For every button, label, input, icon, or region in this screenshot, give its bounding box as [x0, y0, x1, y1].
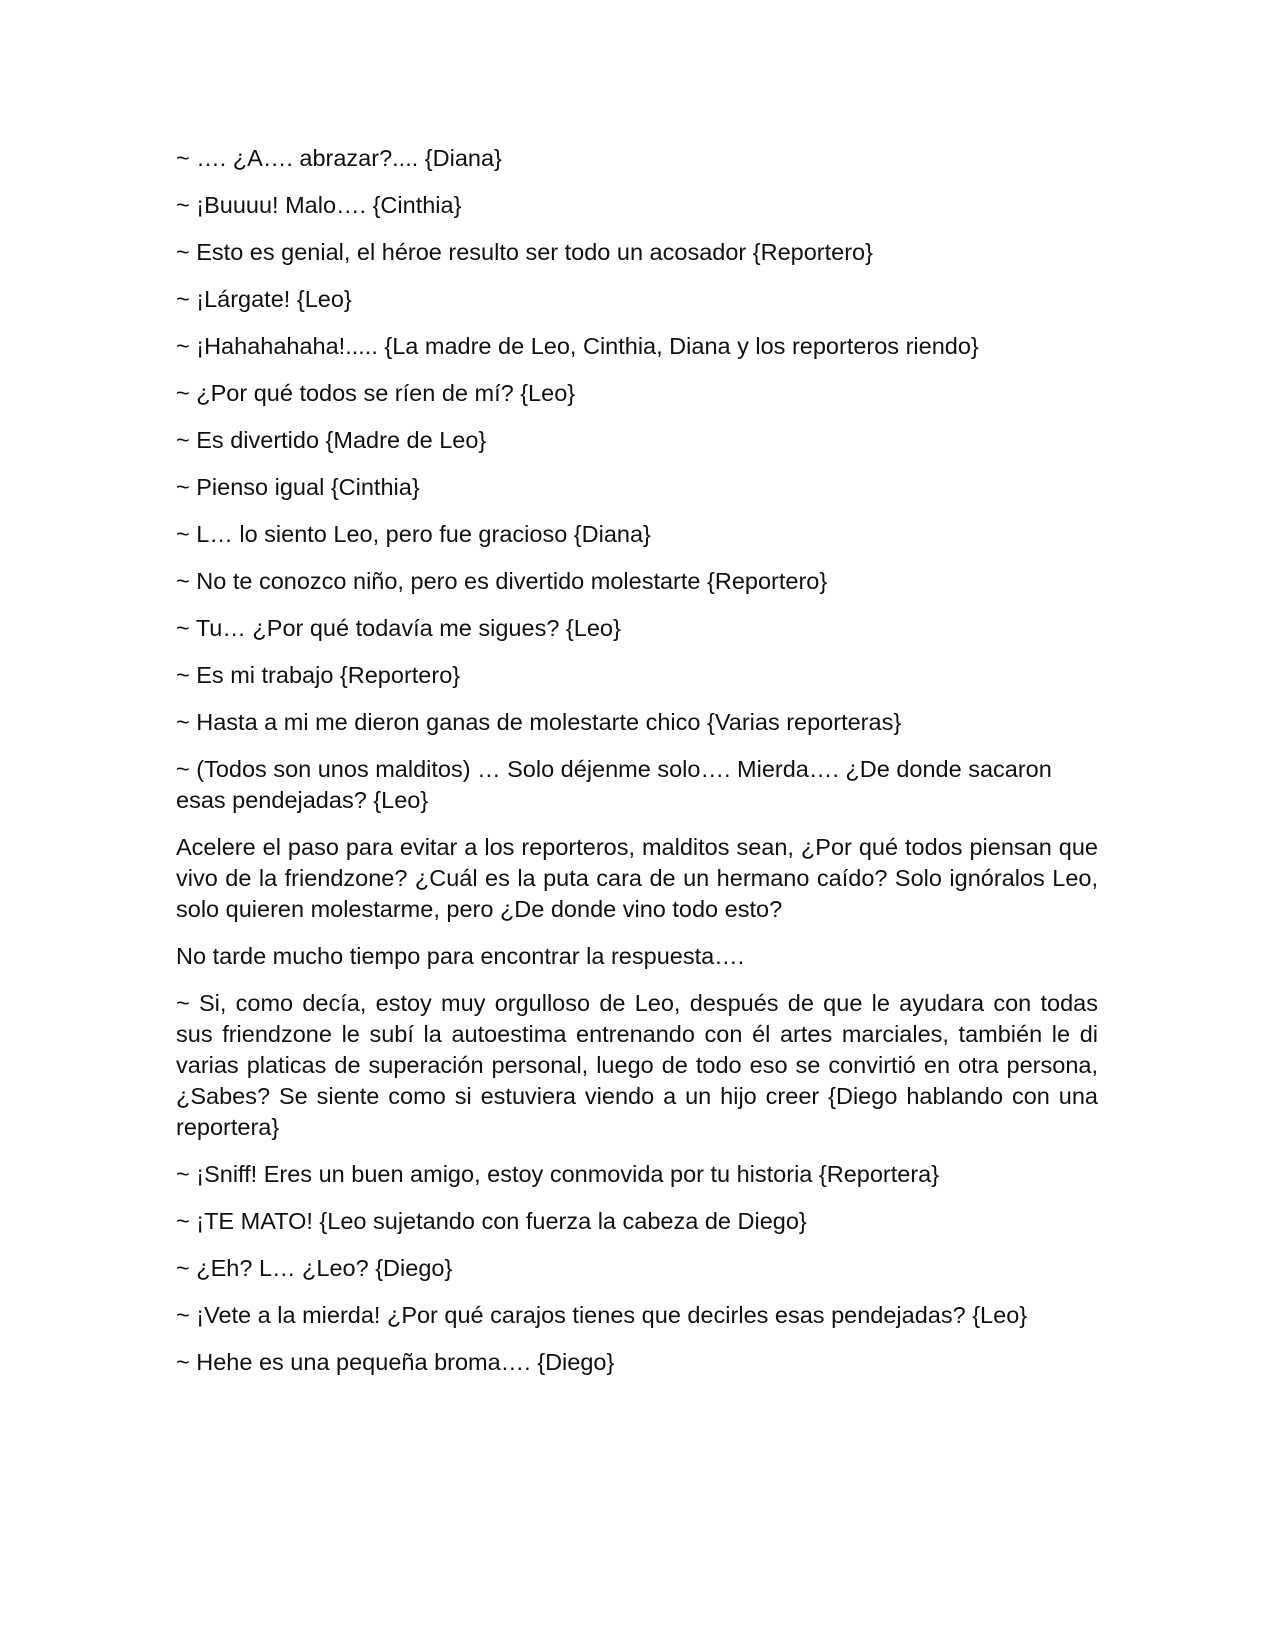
dialogue-line: ~ ¿Por qué todos se ríen de mí? {Leo}: [176, 380, 576, 406]
dialogue-line: ~ L… lo siento Leo, pero fue gracioso {Diana}: [176, 521, 651, 547]
dialogue-line: ~ ¡Lárgate! {Leo}: [176, 286, 352, 312]
dialogue-line: ~ ¿Eh? L… ¿Leo? {Diego}: [176, 1255, 453, 1281]
dialogue-line: ~ No te conozco niño, pero es divertido molestarte {Reportero}: [176, 568, 828, 594]
dialogue-line: ~ Esto es genial, el héroe resulto ser todo un acosador {Reportero}: [176, 239, 873, 265]
narration-paragraph: No tarde mucho tiempo para encontrar la respuesta….: [176, 943, 745, 969]
dialogue-line: ~ Hasta a mi me dieron ganas de molestarte chico {Varias reporteras}: [176, 709, 902, 735]
dialogue-line: ~ ¡Hahahahaha!..... {La madre de Leo, Cinthia, Diana y los reporteros riendo}: [176, 333, 979, 359]
dialogue-line: ~ Es mi trabajo {Reportero}: [176, 662, 461, 688]
narration-paragraph: Acelere el paso para evitar a los reporteros, malditos sean, ¿Por qué todos piensan que vivo de la friendzone? ¿Cuál es la puta cara de un hermano caído? Solo ignóralos Leo, solo quieren molestarme, pero ¿De donde vino todo esto?: [176, 834, 1098, 922]
dialogue-line: ~ Hehe es una pequeña broma…. {Diego}: [176, 1349, 615, 1375]
dialogue-line: ~ Si, como decía, estoy muy orgulloso de Leo, después de que le ayudara con todas sus friendzone le subí la autoestima entrenando con él artes marciales, también le di varias platicas de superación personal, luego de todo eso se convirtió en otra persona, ¿Sabes? Se siente como si estuviera viendo a un hijo creer {Diego hablando con una reportera}: [176, 990, 1098, 1140]
dialogue-line: ~ ¡Buuuu! Malo…. {Cinthia}: [176, 192, 462, 218]
dialogue-line: ~ ¡Vete a la mierda! ¿Por qué carajos tienes que decirles esas pendejadas? {Leo}: [176, 1302, 1028, 1328]
dialogue-line: ~ (Todos son unos malditos) … Solo déjenme solo…. Mierda…. ¿De donde sacaron esas pendejadas? {Leo}: [176, 756, 1052, 813]
dialogue-line: ~ …. ¿A…. abrazar?.... {Diana}: [176, 145, 502, 171]
dialogue-line: ~ Tu… ¿Por qué todavía me sigues? {Leo}: [176, 615, 621, 641]
dialogue-line: ~ ¡TE MATO! {Leo sujetando con fuerza la cabeza de Diego}: [176, 1208, 807, 1234]
dialogue-line: ~ Es divertido {Madre de Leo}: [176, 427, 487, 453]
dialogue-line: ~ Pienso igual {Cinthia}: [176, 474, 420, 500]
document-page: [176, 143, 1098, 1394]
dialogue-line: ~ ¡Sniff! Eres un buen amigo, estoy conmovida por tu historia {Reportera}: [176, 1161, 940, 1187]
